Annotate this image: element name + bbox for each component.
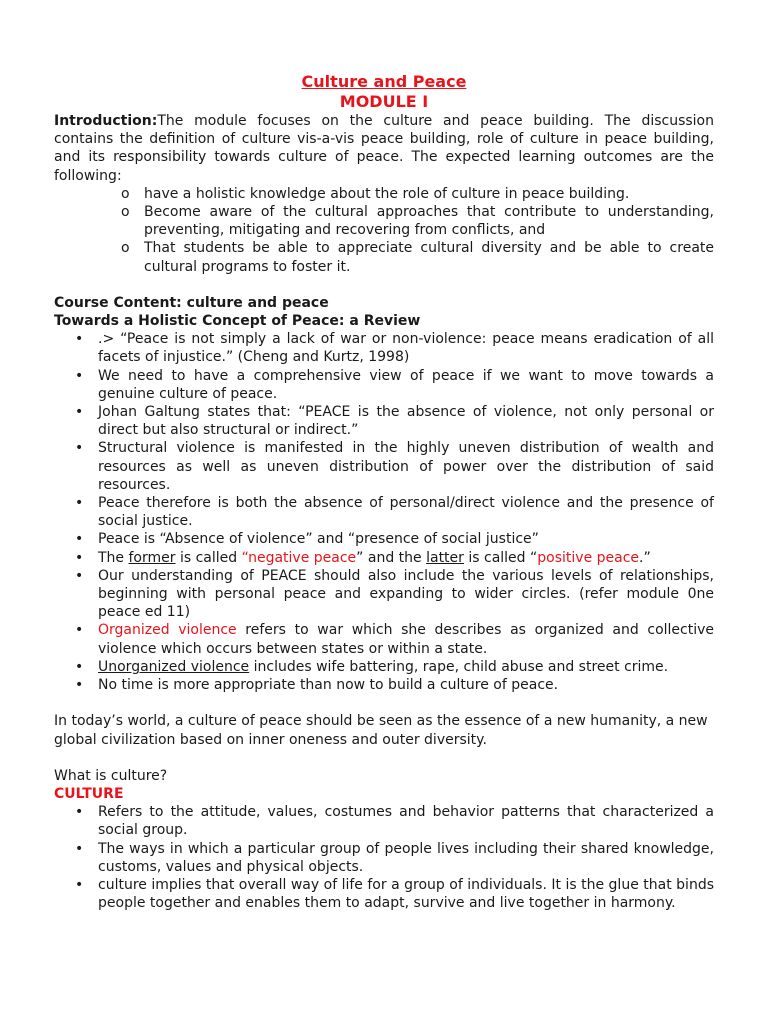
unorganized-violence-term: Unorganized violence [98,658,250,675]
circle-bullet-icon: o [121,185,130,202]
negative-peace-term: “negative peace [241,549,357,566]
list-item: • Refers to the attitude, values, costumes and behavior patterns that characterized a social group. [75,804,714,839]
bullet-icon: • [75,531,84,548]
document-title: Culture and Peace [301,72,467,91]
list-item: • Organized violence refers to war which she describes as organized and collective violence which occurs between states or within a state. [75,622,715,657]
bullet-icon: • [75,804,84,821]
organized-violence-term: Organized violence [98,622,237,639]
list-item: • We need to have a comprehensive view of peace if we want to move towards a genuine culture of peace. [75,367,714,402]
introduction-label: Introduction: [54,113,158,129]
list-item: • Johan Galtung states that: “PEACE is the absence of violence, not only personal or direct but also structural or indirect.” [75,404,714,439]
latter-term: latter [426,549,464,566]
list-item: o have a holistic knowledge about the role of culture in peace building. [121,185,630,202]
review-heading: Towards a Holistic Concept of Peace: a Review [54,313,421,330]
culture-definition-list [54,803,714,912]
bullet-icon: • [75,677,84,694]
culture-heading: CULTURE [54,785,124,802]
module-heading: MODULE I [339,92,429,111]
list-item: • Structural violence is manifested in the highly uneven distribution of wealth and resources as well as uneven distribution of power over the distribution of said resources. [75,440,714,493]
document-content [54,72,714,912]
bullet-icon: • [75,404,84,421]
bullet-icon: • [75,440,84,457]
introduction-paragraph [54,112,714,185]
list-item: • The former is called “negative peace” and the latter is called “positive peace.” [75,549,651,566]
bullet-icon: • [75,367,84,384]
learning-outcomes-list [54,185,714,276]
list-item: • .> “Peace is not simply a lack of war or non-violence: peace means eradication of all facets of injustice.” (Cheng and Kurtz, 1998) [75,331,714,366]
spacer [54,694,714,712]
list-item: • Unorganized violence includes wife battering, rape, child abuse and street crime. [75,658,669,675]
list-item: • No time is more appropriate than now to build a culture of peace. [75,677,559,694]
bullet-icon: • [75,658,84,675]
world-paragraph: In today’s world, a culture of peace should be seen as the essence of a new humanity, a new global civilization based on inner oneness and outer diversity. [54,713,708,748]
list-item: • culture implies that overall way of life for a group of individuals. It is the glue that binds people together and enables them to adapt, survive and live together in harmony. [75,876,714,912]
peace-review-list [54,330,714,694]
list-item: • Peace is “Absence of violence” and “presence of social justice” [75,531,539,548]
introduction-text: The module focuses on the culture and peace building. The discussion contains the definition of culture vis-a-vis peace building, role of culture in peace building, and its responsibility towards culture of peace. The expected learning outcomes are the following: [54,113,714,184]
list-item: o Become aware of the cultural approaches that contribute to understanding, preventing, mitigating and recovering from conflicts, and [121,204,714,239]
list-item: o That students be able to appreciate cultural diversity and be able to create cultural programs to foster it. [121,240,714,275]
bullet-icon: • [75,876,84,893]
bullet-icon: • [75,567,84,584]
bullet-icon: • [75,549,84,566]
list-item: • The ways in which a particular group of people lives including their shared knowledge, customs, values and physical objects. [75,840,714,875]
course-content-heading: Course Content: culture and peace [54,294,329,311]
bullet-icon: • [75,495,84,512]
bullet-icon: • [75,622,84,639]
list-item: • Peace therefore is both the absence of personal/direct violence and the presence of social justice. [75,495,714,530]
list-item: • Our understanding of PEACE should also include the various levels of relationships, beginning with personal peace and expanding to wider circles. (refer module 0ne peace ed 11) [75,567,714,621]
circle-bullet-icon: o [121,204,130,221]
culture-question: What is culture? [54,767,168,784]
circle-bullet-icon: o [121,240,130,257]
spacer [54,749,714,767]
positive-peace-term: positive peace [537,549,640,566]
former-term: former [128,549,176,566]
bullet-icon: • [75,331,84,348]
spacer [54,276,714,294]
bullet-icon: • [75,840,84,857]
